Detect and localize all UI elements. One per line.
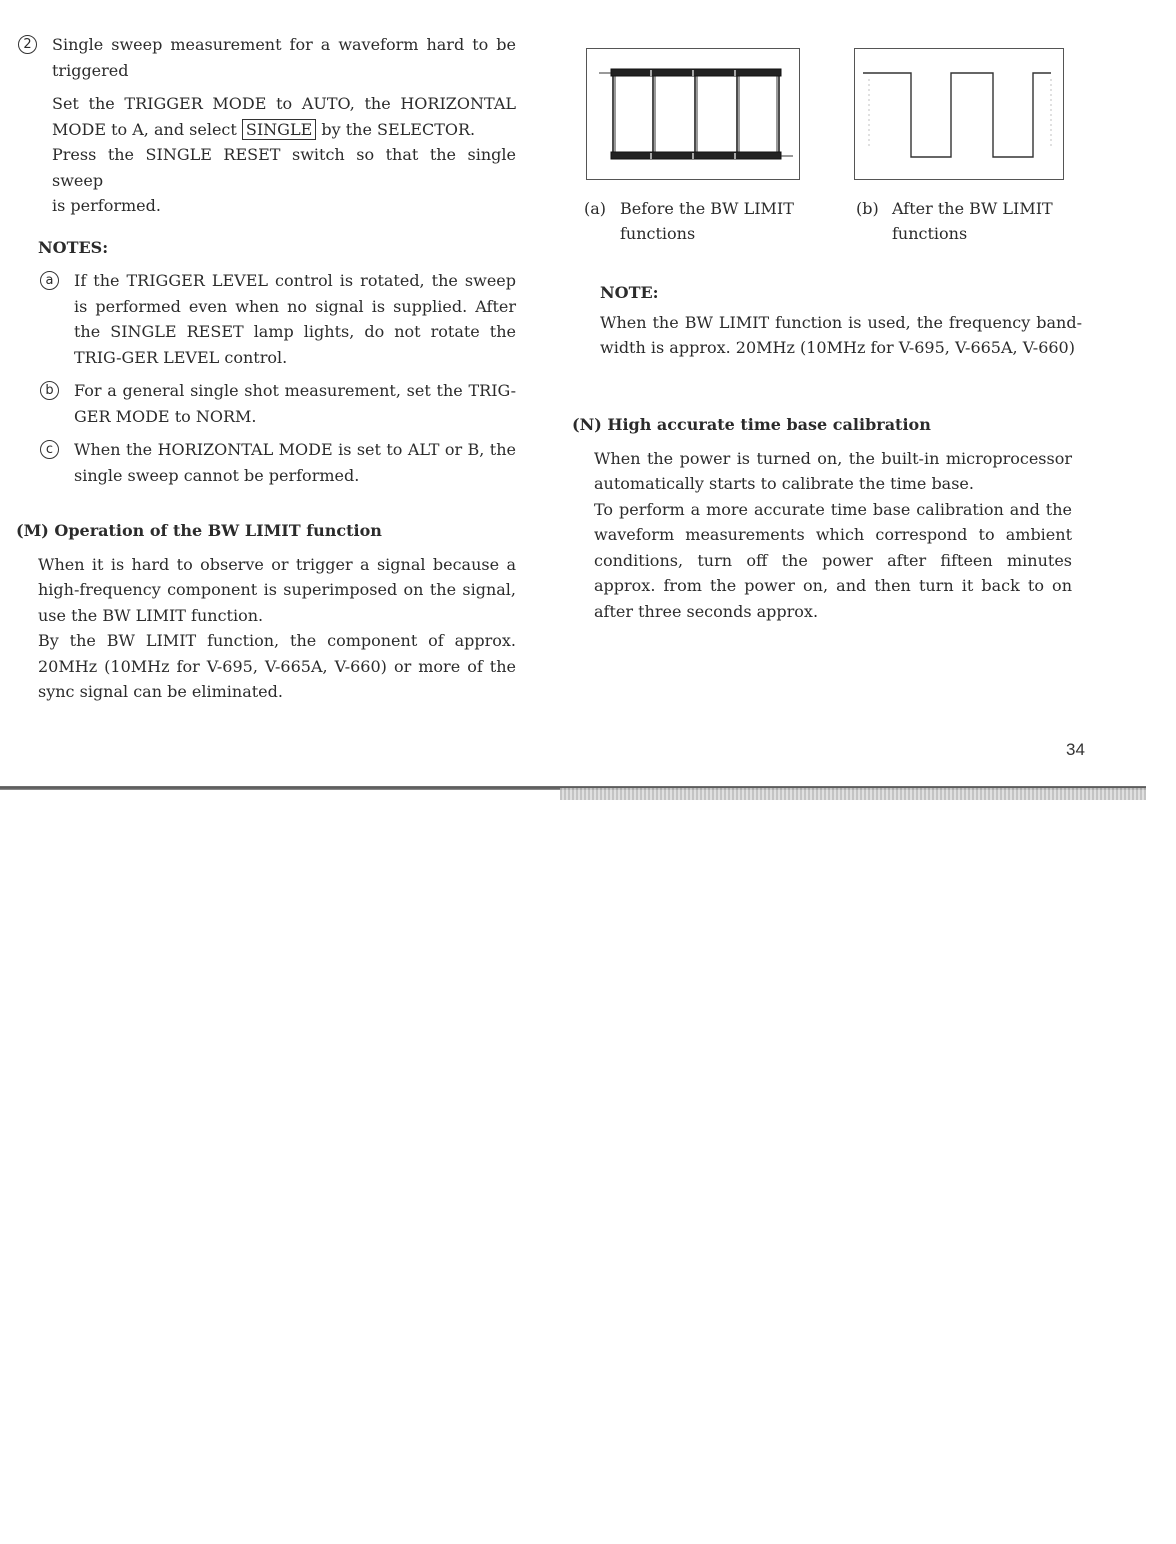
figure-a-caption-line2: functions (620, 224, 696, 243)
note-block (600, 280, 1082, 361)
item-2-para-line2-pre: MODE to A, and select (52, 119, 237, 139)
section-n-para1: When the power is turned on, the built-in microprocessor automatically starts to calibrate the time base. (594, 448, 1072, 493)
section-m-para2: By the BW LIMIT function, the component of approx. 20MHz (10MHz for V-695, V-665A, V-660) or more of the sync signal can be eliminated. (38, 631, 516, 701)
note-title: NOTE: (600, 283, 659, 302)
figure-a-caption (584, 196, 794, 246)
figure-b-waveform-after (854, 48, 1064, 180)
item-2-title-line2: triggered (52, 60, 129, 80)
notes-title: NOTES: (38, 237, 109, 257)
note-c (16, 437, 516, 488)
section-n-heading: (N) High accurate time base calibration (572, 415, 931, 434)
figure-a-label: (a) (584, 199, 607, 218)
note-text: When the BW LIMIT function is used, the frequency band-width is approx. 20MHz (10MHz for V-695, V-665A, V-660) (600, 312, 1082, 357)
figure-b-caption-line2: functions (892, 224, 968, 243)
circled-number-2: 2 (18, 35, 37, 54)
item-2 (16, 32, 516, 219)
figure-b-label: (b) (856, 199, 879, 218)
bottom-rule-shade (560, 788, 1146, 800)
figure-b-caption-line1: After the BW LIMIT (892, 199, 1053, 218)
item-2-para-line3: Press the SINGLE RESET switch so that the single sweep (52, 145, 516, 190)
item-2-title-line1: Single sweep measurement for a waveform hard to be (52, 35, 516, 54)
noisy-square-wave (587, 49, 799, 179)
figure-a-waveform-before (586, 48, 800, 180)
figure-b-caption (856, 196, 1053, 246)
section-n-body (572, 446, 1072, 625)
circled-letter-b: b (40, 381, 59, 400)
section-m-para1: When it is hard to observe or trigger a signal because a high-frequency component is superimposed on the signal, use the BW LIMIT function. (38, 554, 516, 625)
note-a-text: If the TRIGGER LEVEL control is rotated, the sweep is performed even when no signal is supplied. After the SINGLE RESET lamp lights, do not rotate the TRIG-GER LEVEL control. (74, 271, 516, 367)
section-m-heading: (M) Operation of the BW LIMIT function (16, 521, 382, 540)
page-number: 34 (1066, 740, 1085, 759)
note-c-text: When the HORIZONTAL MODE is set to ALT or B, the single sweep cannot be performed. (74, 440, 516, 485)
left-column (16, 32, 516, 705)
note-b-text: For a general single shot measurement, set the TRIG-GER MODE to NORM. (74, 381, 516, 426)
item-2-para-line2-post: by the SELECTOR. (321, 119, 476, 139)
clean-square-wave (855, 49, 1063, 179)
section-m-body (16, 552, 516, 705)
section-n (572, 412, 1072, 624)
circled-letter-a: a (40, 271, 59, 290)
item-2-para-line1: Set the TRIGGER MODE to AUTO, the HORIZONTAL (52, 94, 516, 113)
single-selector-label: SINGLE (242, 119, 316, 140)
circled-letter-c: c (40, 440, 59, 459)
item-2-para-line4: is performed. (52, 196, 161, 215)
note-a (16, 268, 516, 370)
section-n-para2: To perform a more accurate time base calibration and the waveform measurements which correspond to ambient conditions, turn off the power after fifteen minutes approx. from the power on, and then turn it back to on after three seconds approx. (594, 499, 1072, 621)
note-b (16, 378, 516, 429)
item-2-para-line2 (52, 117, 516, 143)
figure-a-caption-line1: Before the BW LIMIT (620, 199, 794, 218)
